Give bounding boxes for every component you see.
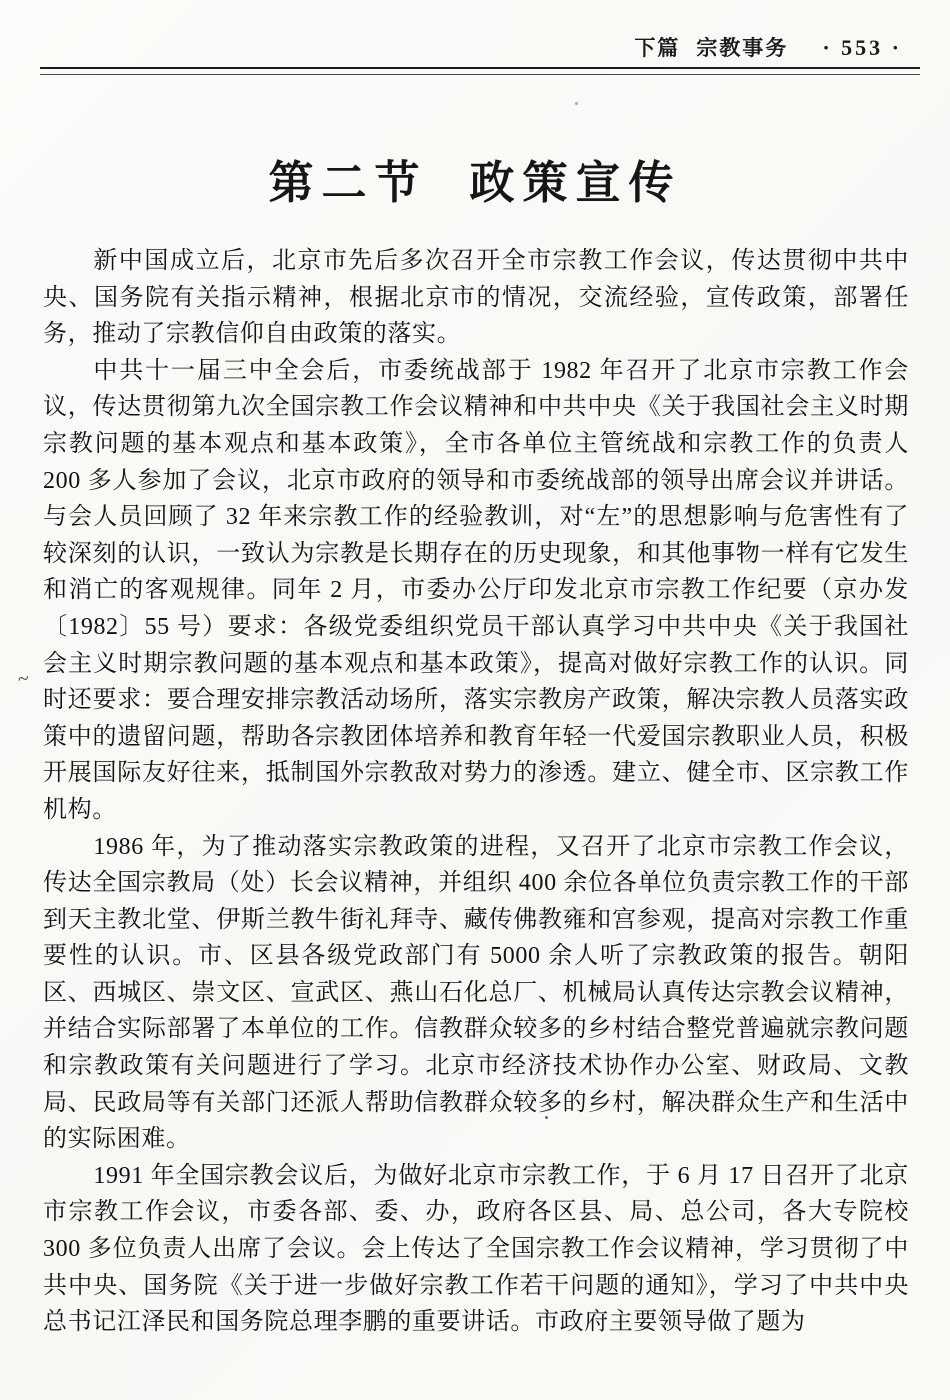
header-page-number: · 553 ·: [822, 35, 902, 60]
section-title-text: 政策宣传: [469, 158, 682, 208]
scan-speck: [575, 102, 578, 105]
section-title-number: 第二节: [268, 158, 428, 208]
running-header: [634, 32, 902, 62]
scan-artifact-mark: ~: [16, 667, 31, 691]
header-chapter-label: 宗教事务: [696, 36, 789, 60]
section-title: [0, 146, 950, 211]
header-section-label: 下篇: [634, 36, 681, 60]
body-text: [43, 243, 909, 1341]
paragraph-1: 新中国成立后，北京市先后多次召开全市宗教工作会议，传达贯彻中共中央、国务院有关指示精神，根据北京市的情况，交流经验，宣传政策，部署任务，推动了宗教信仰自由政策的落实。: [43, 248, 909, 348]
header-double-rule: [40, 67, 920, 75]
paragraph-2: 中共十一届三中全会后，市委统战部于 1982 年召开了北京市宗教工作会议，传达贯彻第九次全国宗教工作会议精神和中共中央《关于我国社会主义时期宗教问题的基本观点和基本政策》，全市各单位主管统战和宗教工作的负责人 200 多人参加了会议，北京市政府的领导和市委统战部的领导出席会议并讲话。与会人员回顾了 32 年来宗教工作的经验教训，对“左”的思想影响与危害性有了较深刻的认识，一致认为宗教是长期存在的历史现象，和其他事物一样有它发生和消亡的客观规律。同年 2 月，市委办公厅印发北京市宗教工作纪要（京办发〔1982〕55 号）要求：各级党委组织党员干部认真学习中共中央《关于我国社会主义时期宗教问题的基本观点和基本政策》，提高对做好宗教工作的认识。同时还要求：要合理安排宗教活动场所，落实宗教房产政策，解决宗教人员落实政策中的遗留问题，帮助各宗教团体培养和教育年轻一代爱国宗教职业人员，积极开展国际友好往来，抵制国外宗教敌对势力的渗透。建立、健全市、区宗教工作机构。: [43, 357, 909, 823]
paragraph-3: 1986 年，为了推动落实宗教政策的进程，又召开了北京市宗教工作会议，传达全国宗教局（处）长会议精神，并组织 400 余位各单位负责宗教工作的干部到天主教北堂、伊斯兰教牛街礼拜寺、藏传佛教雍和宫参观，提高对宗教工作重要性的认识。市、区县各级党政部门有 5000 余人听了宗教政策的报告。朝阳区、西城区、崇文区、宣武区、燕山石化总厂、机械局认真传达宗教会议精神，并结合实际部署了本单位的工作。信教群众较多的乡村结合整党普遍就宗教问题和宗教政策有关问题进行了学习。北京市经济技术协作办公室、财政局、文教局、民政局等有关部门还派人帮助信教群众较多的乡村，解决群众生产和生活中的实际困难。: [43, 833, 909, 1153]
paragraph-4: 1991 年全国宗教会议后，为做好北京市宗教工作，于 6 月 17 日召开了北京市宗教工作会议，市委各部、委、办，政府各区县、局、总公司，各大专院校 300 多位负责人出席了会议。会上传达了全国宗教工作会议精神，学习贯彻了中共中央、国务院《关于进一步做好宗教工作若干问题的通知》，学习了中共中央总书记江泽民和国务院总理李鹏的重要讲话。市政府主要领导做了题为: [43, 1162, 909, 1336]
scan-speck: [545, 1116, 548, 1119]
